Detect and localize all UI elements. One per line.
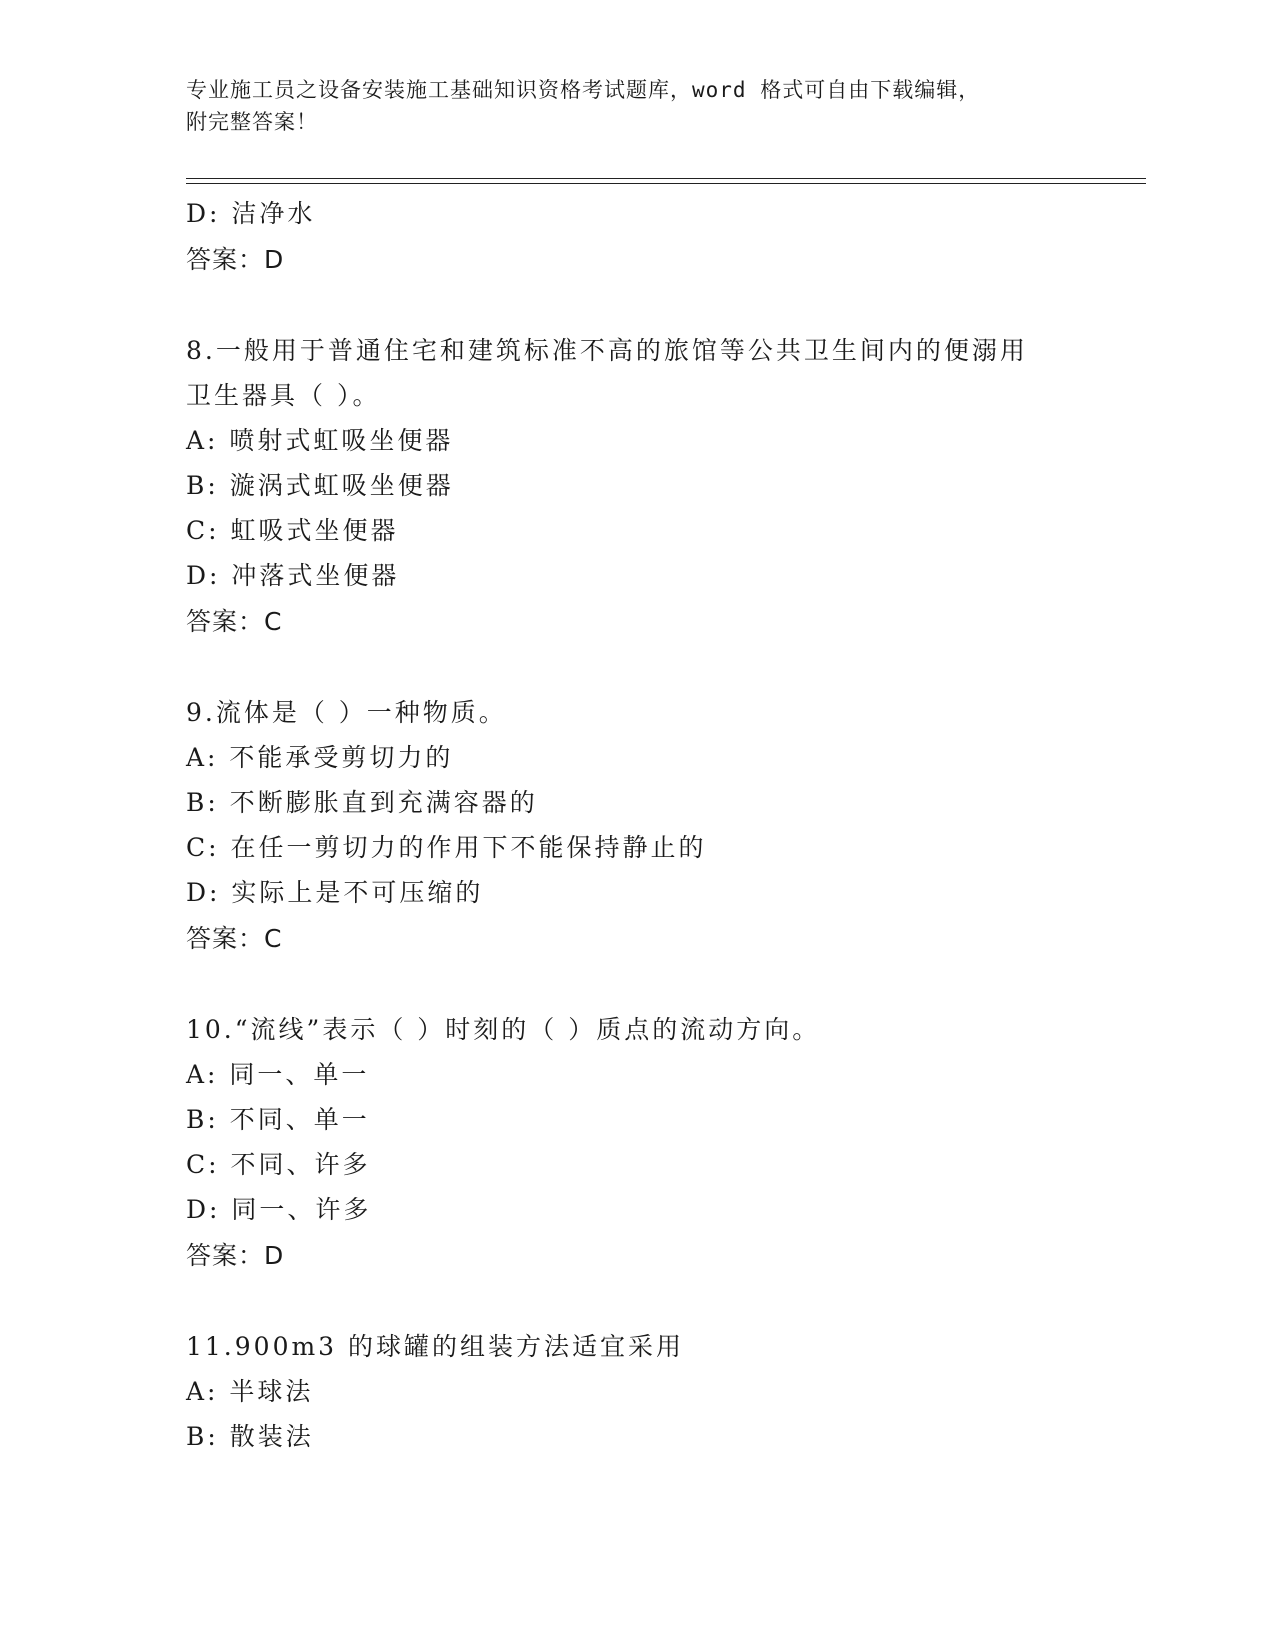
header-line-1: 专业施工员之设备安装施工基础知识资格考试题库，word 格式可自由下载编辑， bbox=[186, 78, 981, 102]
option-a: A: 不能承受剪切力的 bbox=[186, 743, 454, 772]
answer-line: 答案：D bbox=[186, 245, 285, 274]
spacer bbox=[186, 283, 1146, 328]
question-stem: 8.一般用于普通住宅和建筑标准不高的旅馆等公共卫生间内的便溺用 bbox=[186, 336, 1028, 365]
header-line-2: 附完整答案！ bbox=[186, 110, 318, 134]
option-a: A: 半球法 bbox=[186, 1377, 314, 1406]
spacer bbox=[186, 1279, 1146, 1324]
question-10 bbox=[186, 1007, 1146, 1279]
answer-line: 答案：C bbox=[186, 924, 283, 953]
option-a: A: 同一、单一 bbox=[186, 1060, 370, 1089]
option-c: C: 不同、许多 bbox=[186, 1150, 371, 1179]
question-stem: 10.“流线”表示（ ）时刻的（ ）质点的流动方向。 bbox=[186, 1015, 821, 1044]
spacer bbox=[186, 645, 1146, 690]
option-b: B: 不同、单一 bbox=[186, 1105, 370, 1134]
question-stem: 11.900m3 的球罐的组装方法适宜采用 bbox=[186, 1332, 685, 1361]
question-9 bbox=[186, 690, 1146, 962]
document-header bbox=[186, 74, 1066, 138]
answer-line: 答案：C bbox=[186, 607, 283, 636]
question-8 bbox=[186, 328, 1146, 645]
option-d: D: 洁净水 bbox=[186, 199, 316, 228]
option-d: D: 冲落式坐便器 bbox=[186, 561, 400, 590]
document-body bbox=[186, 191, 1146, 1459]
header-rule-bottom bbox=[186, 183, 1146, 184]
spacer bbox=[186, 962, 1146, 1007]
answer-line: 答案：D bbox=[186, 1241, 285, 1270]
option-c: C: 虹吸式坐便器 bbox=[186, 516, 399, 545]
question-stem: 9.流体是（ ）一种物质。 bbox=[186, 698, 507, 727]
option-d: D: 同一、许多 bbox=[186, 1195, 372, 1224]
option-c: C: 在任一剪切力的作用下不能保持静止的 bbox=[186, 833, 707, 862]
option-b: B: 不断膨胀直到充满容器的 bbox=[186, 788, 538, 817]
question-stem-cont: 卫生器具（ ）。 bbox=[186, 381, 381, 410]
option-a: A: 喷射式虹吸坐便器 bbox=[186, 426, 454, 455]
question-11 bbox=[186, 1324, 1146, 1459]
option-d: D: 实际上是不可压缩的 bbox=[186, 878, 484, 907]
option-b: B: 散装法 bbox=[186, 1422, 314, 1451]
header-rule-top bbox=[186, 178, 1146, 179]
option-b: B: 漩涡式虹吸坐便器 bbox=[186, 471, 454, 500]
